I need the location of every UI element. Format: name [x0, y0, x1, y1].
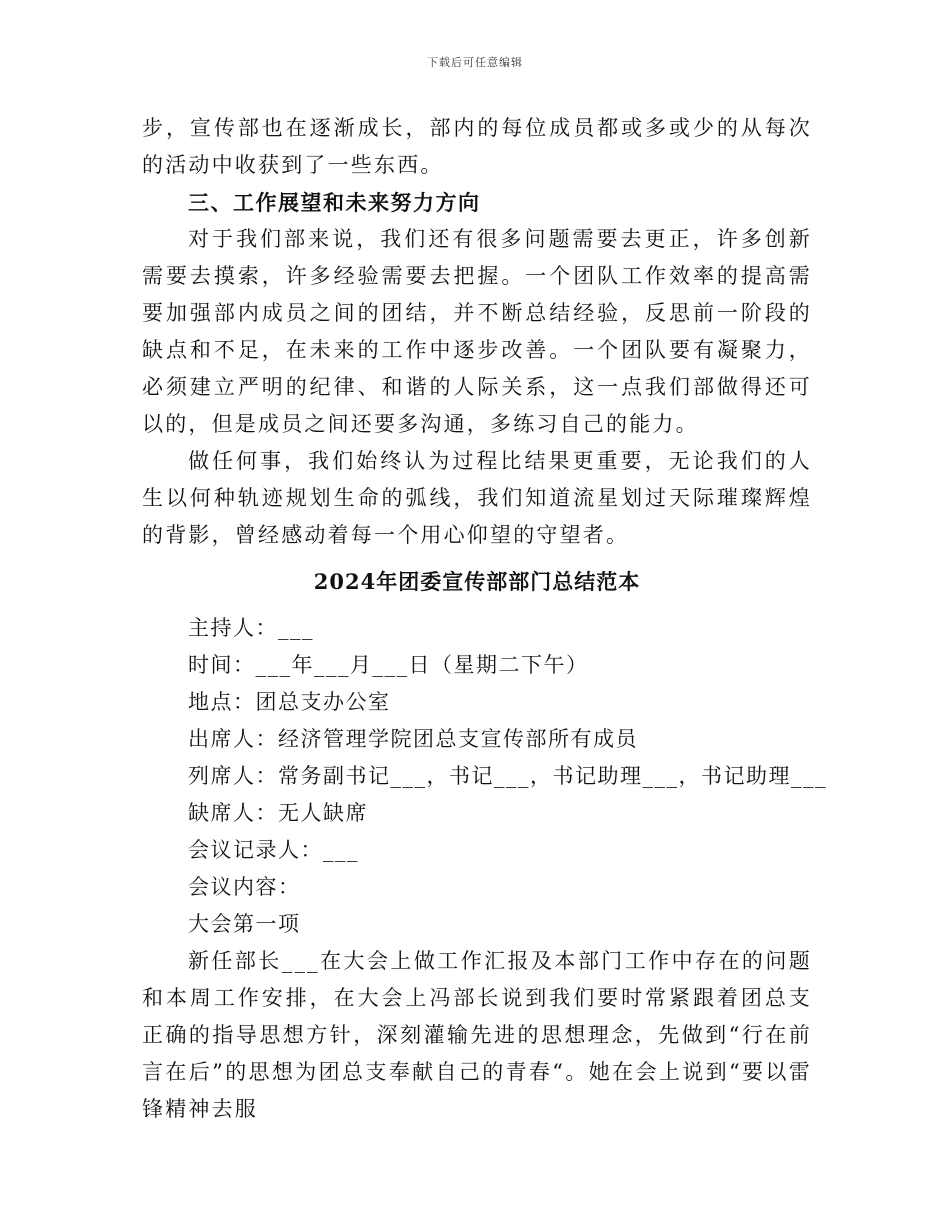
meeting-location: 地点：团总支办公室: [188, 690, 391, 714]
meeting-absent: 缺席人：无人缺席: [188, 801, 368, 825]
paragraph-outlook: 对于我们部来说，我们还有很多问题需要去更正，许多创新需要去摸索，许多经验需要去把握。一个团队工作效率的提高需要加强部内成员之间的团结，并不断总结经验，反思前一阶段的缺点和不足，在未来的工作中逐步改善。一个团队要有凝聚力，必须建立严明的纪律、和谐的人际关系，这一点我们部做得还可以的，但是成员之间还要多沟通，多练习自己的能力。: [142, 227, 812, 436]
paragraph-continued: 步，宣传部也在逐渐成长，部内的每位成员都或多或少的从每次的活动中收获到了一些东西。: [142, 116, 812, 177]
meeting-time: 时间：___年___月___日（星期二下午）: [188, 653, 589, 677]
document-body: [142, 110, 827, 1128]
paragraph-closing: 做任何事，我们始终认为过程比结果更重要，无论我们的人生以何种轨迹规划生命的弧线，我们知道流星划过天际璀璨辉煌的背影，曾经感动着每一个用心仰望的守望者。: [142, 449, 812, 547]
paragraph-report: 新任部长___在大会上做工作汇报及本部门工作中存在的问题和本周工作安排，在大会上冯部长说到我们要时常紧跟着团总支正确的指导思想方针，深刻灌输先进的思想理念，先做到“行在前言在后”的思想为团总支奉献自己的青春“。她在会上说到“要以雷锋精神去服: [142, 949, 812, 1121]
meeting-recorder: 会议记录人：___: [188, 838, 359, 862]
meeting-host: 主持人：___: [188, 616, 314, 640]
meeting-item-1: 大会第一项: [188, 912, 301, 936]
header-note: 下载后可任意编辑: [427, 56, 523, 69]
document-title: 2024年团委宣传部部门总结范本: [313, 569, 641, 594]
meeting-attendees: 出席人：经济管理学院团总支宣传部所有成员: [188, 727, 638, 751]
meeting-observers: 列席人：常务副书记___，书记___，书记助理___，书记助理___: [188, 764, 827, 788]
meeting-content-label: 会议内容：: [188, 875, 301, 899]
section-heading: 三、工作展望和未来努力方向: [188, 190, 481, 215]
